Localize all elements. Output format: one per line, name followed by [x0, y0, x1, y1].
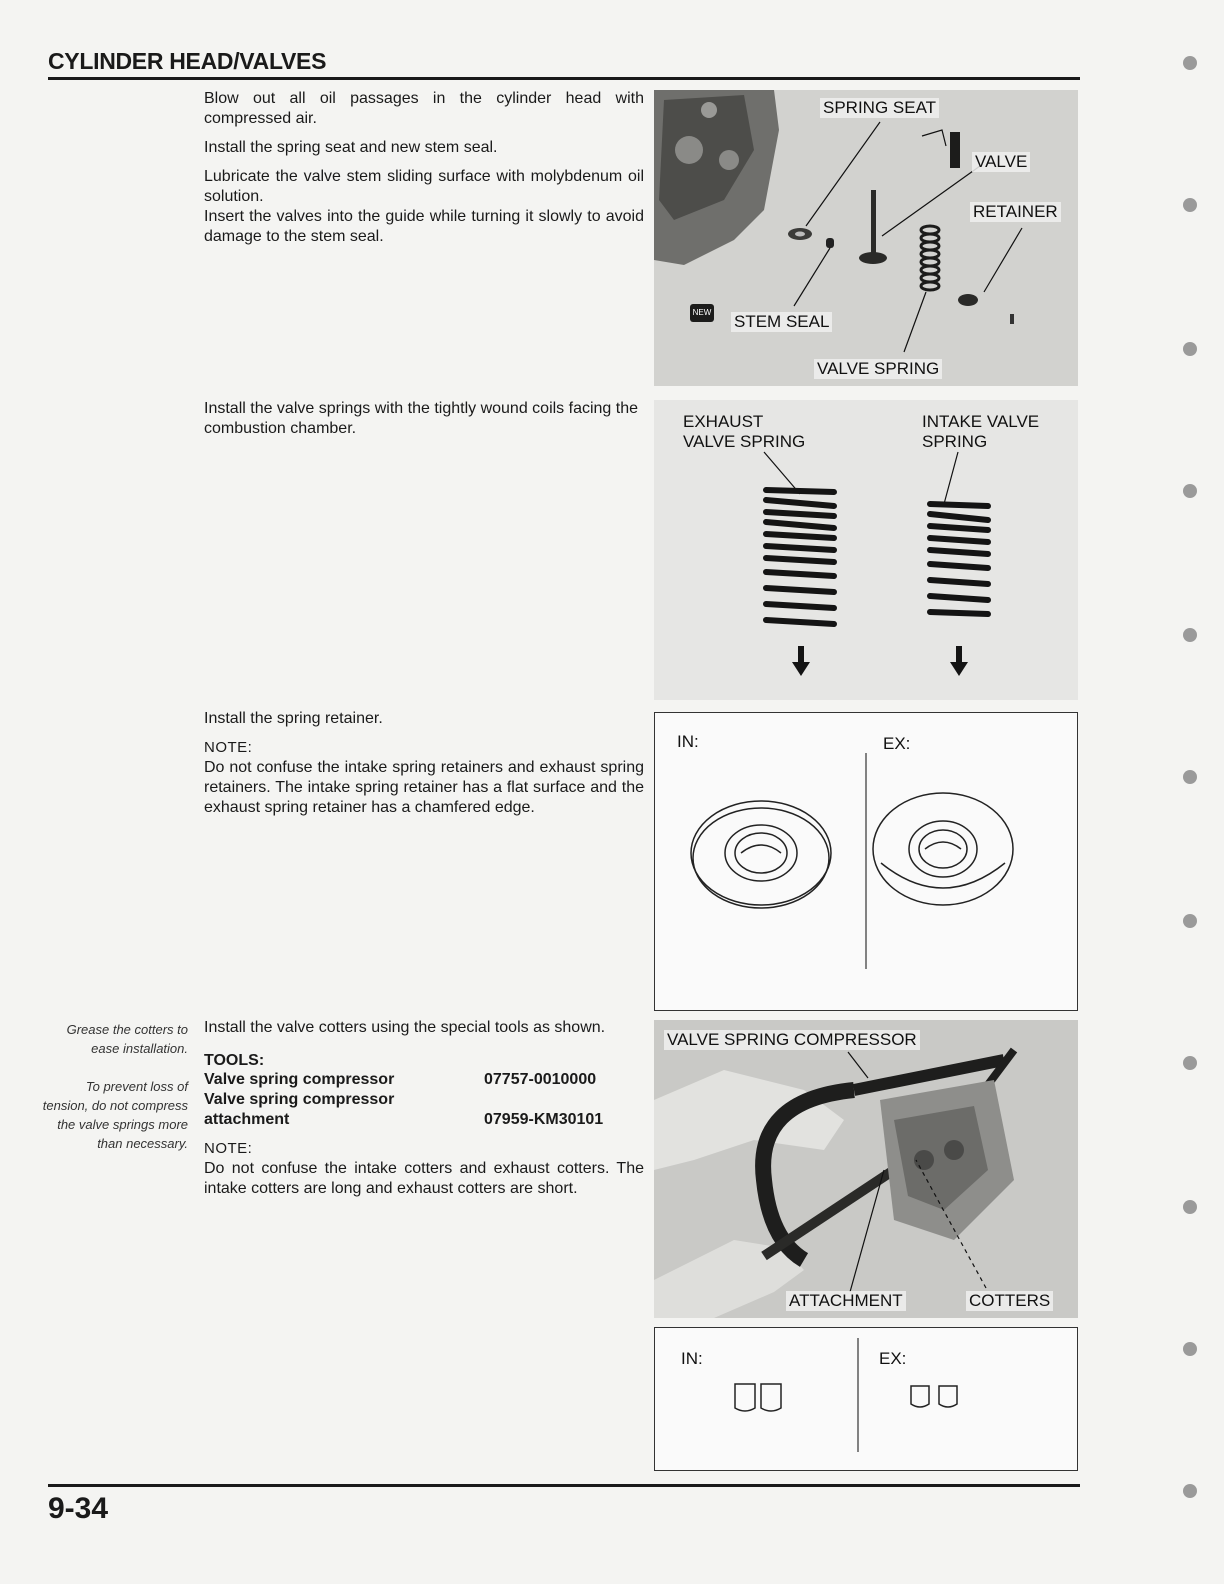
figure-valve-springs [654, 400, 1078, 700]
label-spring-seat: SPRING SEAT [820, 98, 939, 118]
step-install-retainer: Install the spring retainer. [204, 710, 383, 727]
label-exhaust-a: EXHAUST [683, 412, 764, 431]
label-stem-seal: STEM SEAL [731, 312, 832, 332]
spring-compressor-illustration [654, 1020, 1078, 1318]
label-cotters-in: IN: [681, 1349, 703, 1368]
note-label: NOTE: [204, 739, 253, 756]
binder-hole [1183, 56, 1197, 70]
binder-hole [1183, 342, 1197, 356]
new-part-icon: NEW [690, 304, 714, 322]
figure-retainers [654, 712, 1078, 1011]
label-cotters: COTTERS [966, 1291, 1053, 1311]
figure-cotters [654, 1327, 1078, 1471]
label-valve: VALVE [972, 152, 1030, 172]
note-cotters: Do not confuse the intake cotters and exhaust cotters. The intake cotters are long and exhaust cotters are short. [204, 1160, 644, 1197]
label-retainer-in: IN: [677, 732, 699, 751]
step-blow-out: Blow out all oil passages in the cylinder head with compressed air. [204, 90, 644, 127]
step-install-cotters: Install the valve cotters using the special tools as shown. [204, 1019, 606, 1036]
tool-2-number: 07959-KM30101 [484, 1111, 604, 1128]
step-install-seat: Install the spring seat and new stem seal. [204, 139, 498, 156]
note-retainers: Do not confuse the intake spring retainers and exhaust spring retainers. The intake spring retainer has a flat surface and the exhaust spring retainer has a chamfered edge. [204, 759, 644, 816]
binder-hole [1183, 1056, 1197, 1070]
retainers-illustration [655, 713, 1077, 1010]
binder-hole [1183, 1342, 1197, 1356]
section-1-text [204, 89, 644, 256]
section-4-text [204, 1018, 644, 1208]
page-title: CYLINDER HEAD/VALVES [48, 48, 327, 74]
tool-1-number: 07757-0010000 [484, 1071, 597, 1088]
binder-hole [1183, 1200, 1197, 1214]
label-cotters-ex: EX: [879, 1349, 907, 1368]
binder-hole [1183, 198, 1197, 212]
label-compressor: VALVE SPRING COMPRESSOR [664, 1030, 920, 1050]
label-attachment: ATTACHMENT [786, 1291, 906, 1311]
binder-hole [1183, 914, 1197, 928]
label-valve-spring: VALVE SPRING [814, 359, 942, 379]
note-label-2: NOTE: [204, 1140, 253, 1157]
figure-valve-components [654, 90, 1078, 386]
section-3-text [204, 709, 644, 827]
figure-spring-compressor [654, 1020, 1078, 1318]
page-number: 9-34 [48, 1492, 109, 1525]
margin-note-grease: Grease the cotters to ease installation. [66, 1022, 188, 1056]
tool-1-name: Valve spring compressor [204, 1071, 395, 1088]
cotters-illustration [655, 1328, 1077, 1470]
step-lubricate: Lubricate the valve stem sliding surface with molybdenum oil solution. [204, 168, 644, 205]
margin-note-tension: To prevent loss of tension, do not compress the valve springs more than necessary. [42, 1079, 188, 1151]
tool-row-2 [204, 1090, 644, 1110]
valve-components-illustration [654, 90, 1078, 386]
footer-rule [48, 1484, 1080, 1487]
label-exhaust-b: VALVE SPRING [683, 432, 806, 451]
tools-label: TOOLS: [204, 1052, 265, 1069]
label-retainer: RETAINER [970, 202, 1061, 222]
binder-hole [1183, 770, 1197, 784]
step-insert-valves: Insert the valves into the guide while turning it slowly to avoid damage to the stem seal. [204, 208, 644, 245]
tool-row-1 [204, 1070, 644, 1090]
tool-row-3 [204, 1110, 644, 1130]
label-intake-b: SPRING [922, 432, 988, 451]
section-2-text [204, 399, 644, 448]
binder-hole [1183, 628, 1197, 642]
binder-hole [1183, 484, 1197, 498]
step-install-springs: Install the valve springs with the tightly wound coils facing the combustion chamber. [204, 400, 639, 437]
header-rule [48, 77, 1080, 80]
binder-hole [1183, 1484, 1197, 1498]
tool-2-name-b: attachment [204, 1111, 290, 1128]
label-retainer-ex: EX: [883, 734, 911, 753]
label-intake-a: INTAKE VALVE [922, 412, 1040, 431]
tool-2-name-a: Valve spring compressor [204, 1091, 395, 1108]
